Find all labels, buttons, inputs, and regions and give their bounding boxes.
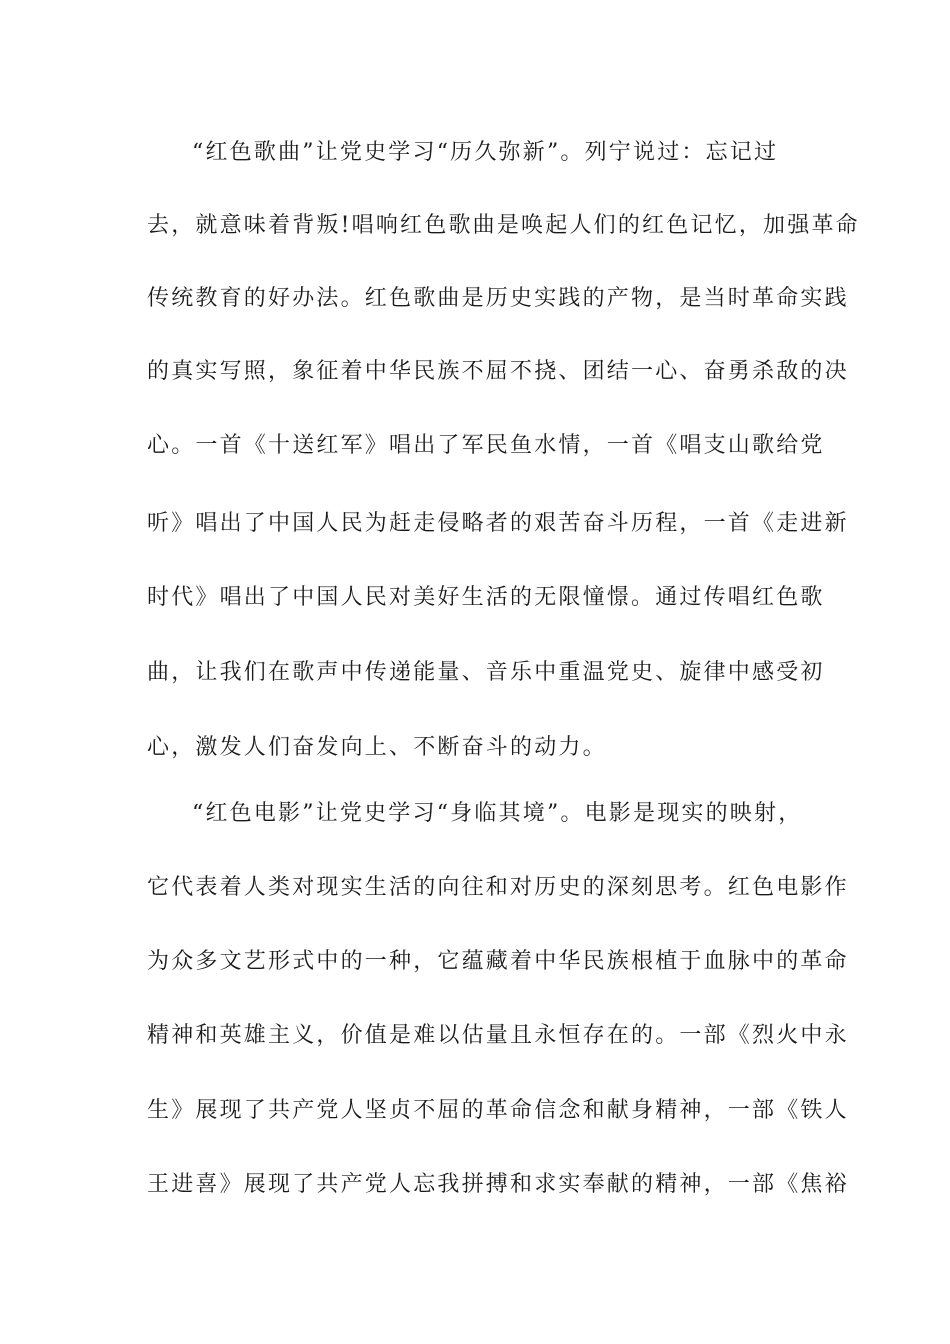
text-line: 去，就意味着背叛!唱响红色歌曲是唤起人们的红色记忆，加强革命 [147,213,860,238]
text-line: “红色电影”让党史学习“身临其境”。电影是现实的映射， [192,801,803,826]
text-line: 心，激发人们奋发向上、不断奋斗的动力。 [147,735,607,760]
text-line: 为众多文艺形式中的一种，它蕴藏着中华民族根植于血脉中的革命 [147,949,849,974]
text-line: 王进喜》展现了共产党人忘我拼搏和求实奉献的精神，一部《焦裕 [147,1172,849,1197]
text-line: 它代表着人类对现实生活的向往和对历史的深刻思考。红色电影作 [147,875,849,900]
text-line: 心。一首《十送红军》唱出了军民鱼水情，一首《唱支山歌给党 [147,433,825,458]
text-line: 精神和英雄主义，价值是难以估量且永恒存在的。一部《烈火中永 [147,1023,849,1048]
text-line: 传统教育的好办法。红色歌曲是历史实践的产物，是当时革命实践 [147,286,849,311]
text-line: 听》唱出了中国人民为赶走侵略者的艰苦奋斗历程，一首《走进新 [147,511,849,536]
text-line: 的真实写照，象征着中华民族不屈不挠、团结一心、奋勇杀敌的决 [147,359,849,384]
text-line: 曲，让我们在歌声中传递能量、音乐中重温党史、旋律中感受初 [147,660,825,685]
text-line: “红色歌曲”让党史学习“历久弥新”。列宁说过：忘记过 [192,140,779,165]
text-line: 生》展现了共产党人坚贞不屈的革命信念和献身精神，一部《铁人 [147,1098,849,1123]
text-line: 时代》唱出了中国人民对美好生活的无限憧憬。通过传唱红色歌 [147,585,825,610]
